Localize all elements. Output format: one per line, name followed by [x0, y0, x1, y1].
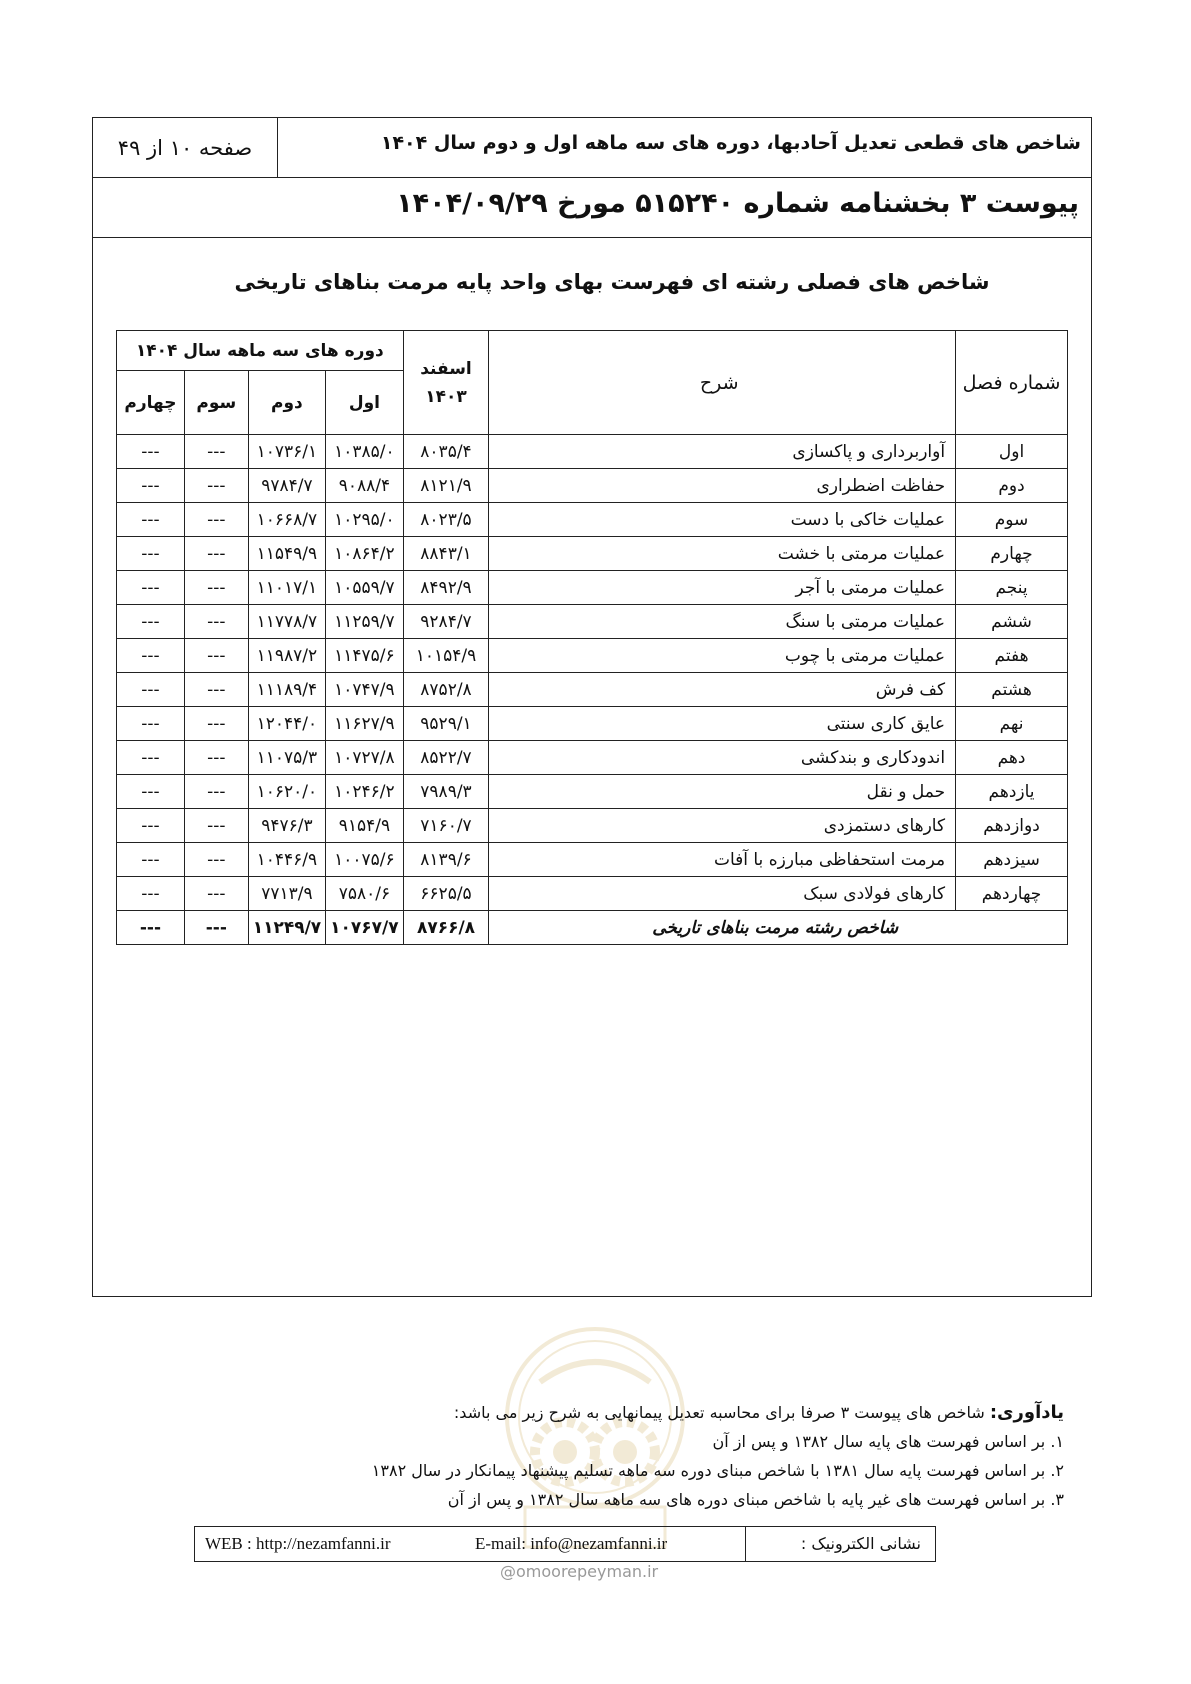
q2-value-cell: ۱۱۷۷۸/۷ — [248, 605, 325, 639]
contact-web[interactable]: WEB : http://nezamfanni.ir — [205, 1534, 391, 1553]
q4-value-cell: --- — [117, 673, 185, 707]
total-q3-cell: --- — [184, 911, 248, 945]
q4-value-cell: --- — [117, 469, 185, 503]
table-row — [117, 707, 1068, 741]
q4-value-cell: --- — [117, 809, 185, 843]
esfand-value-cell: ۸۸۴۳/۱ — [403, 537, 489, 571]
footnotes — [372, 1398, 1064, 1514]
q3-value-cell: --- — [184, 605, 248, 639]
header-q2: دوم — [248, 371, 325, 435]
total-esfand-cell: ۸۷۶۶/۸ — [403, 911, 489, 945]
notes-lead-text: شاخص های پیوست ۳ صرفا برای محاسبه تعدیل پیمانهایی به شرح زیر می باشد: — [453, 1403, 990, 1422]
q3-value-cell: --- — [184, 469, 248, 503]
q4-value-cell: --- — [117, 707, 185, 741]
contact-email[interactable]: E-mail: info@nezamfanni.ir — [475, 1534, 668, 1553]
description-cell: مرمت استحفاظی مبارزه با آفات — [489, 843, 956, 877]
index-table — [116, 330, 1068, 945]
chapter-cell: هفتم — [956, 639, 1068, 673]
q4-value-cell: --- — [117, 639, 185, 673]
header-description: شرح — [489, 331, 956, 435]
esfand-value-cell: ۷۹۸۹/۳ — [403, 775, 489, 809]
esfand-value-cell: ۹۵۲۹/۱ — [403, 707, 489, 741]
esfand-value-cell: ۸۰۳۵/۴ — [403, 435, 489, 469]
q3-value-cell: --- — [184, 673, 248, 707]
esfand-value-cell: ۶۶۲۵/۵ — [403, 877, 489, 911]
q2-value-cell: ۱۱۵۴۹/۹ — [248, 537, 325, 571]
q1-value-cell: ۱۱۲۵۹/۷ — [326, 605, 403, 639]
q4-value-cell: --- — [117, 741, 185, 775]
q1-value-cell: ۹۱۵۴/۹ — [326, 809, 403, 843]
q1-value-cell: ۱۰۷۴۷/۹ — [326, 673, 403, 707]
q4-value-cell: --- — [117, 537, 185, 571]
q3-value-cell: --- — [184, 741, 248, 775]
description-cell: عملیات مرمتی با آجر — [489, 571, 956, 605]
header-chapter-no: شماره فصل — [956, 331, 1068, 435]
table-row — [117, 435, 1068, 469]
description-cell: کف فرش — [489, 673, 956, 707]
table-row — [117, 503, 1068, 537]
q2-value-cell: ۱۰۶۶۸/۷ — [248, 503, 325, 537]
q3-value-cell: --- — [184, 571, 248, 605]
q2-value-cell: ۱۱۰۷۵/۳ — [248, 741, 325, 775]
description-cell: عملیات خاکی با دست — [489, 503, 956, 537]
chapter-cell: ششم — [956, 605, 1068, 639]
q1-value-cell: ۱۰۷۲۷/۸ — [326, 741, 403, 775]
q4-value-cell: --- — [117, 775, 185, 809]
chapter-cell: دوازدهم — [956, 809, 1068, 843]
notes-lead — [372, 1398, 1064, 1427]
q1-value-cell: ۱۱۶۲۷/۹ — [326, 707, 403, 741]
table-row — [117, 639, 1068, 673]
q4-value-cell: --- — [117, 605, 185, 639]
watermark-text: @omoorepeyman.ir — [500, 1562, 659, 1581]
esfand-value-cell: ۸۷۵۲/۸ — [403, 673, 489, 707]
chapter-cell: چهاردهم — [956, 877, 1068, 911]
header-q4: چهارم — [117, 371, 185, 435]
q1-value-cell: ۱۱۴۷۵/۶ — [326, 639, 403, 673]
section-title: شاخص های فصلی رشته ای فهرست بهای واحد پایه مرمت بناهای تاریخی — [234, 270, 990, 294]
q3-value-cell: --- — [184, 435, 248, 469]
header-quarter-group: دوره های سه ماهه سال ۱۴۰۴ — [117, 331, 404, 371]
table-row — [117, 673, 1068, 707]
q1-value-cell: ۷۵۸۰/۶ — [326, 877, 403, 911]
q2-value-cell: ۱۰۴۴۶/۹ — [248, 843, 325, 877]
q2-value-cell: ۱۰۷۳۶/۱ — [248, 435, 325, 469]
q4-value-cell: --- — [117, 435, 185, 469]
description-cell: حفاظت اضطراری — [489, 469, 956, 503]
q3-value-cell: --- — [184, 809, 248, 843]
table-row — [117, 741, 1068, 775]
chapter-cell: چهارم — [956, 537, 1068, 571]
q2-value-cell: ۱۱۹۸۷/۲ — [248, 639, 325, 673]
table-row — [117, 469, 1068, 503]
q1-value-cell: ۹۰۸۸/۴ — [326, 469, 403, 503]
q4-value-cell: --- — [117, 843, 185, 877]
table-row — [117, 877, 1068, 911]
q1-value-cell: ۱۰۲۹۵/۰ — [326, 503, 403, 537]
q3-value-cell: --- — [184, 639, 248, 673]
q1-value-cell: ۱۰۰۷۵/۶ — [326, 843, 403, 877]
header-row — [93, 118, 1091, 178]
note-item: ۲. بر اساس فهرست پایه سال ۱۳۸۱ با شاخص مبنای دوره سه ماهه تسلیم پیشنهاد پیمانکار در سال ۱۳۸۲ — [371, 1461, 1064, 1480]
description-cell: کارهای دستمزدی — [489, 809, 956, 843]
notes-lead-bold: یادآوری: — [989, 1402, 1064, 1423]
chapter-cell: پنجم — [956, 571, 1068, 605]
q3-value-cell: --- — [184, 537, 248, 571]
esfand-value-cell: ۱۰۱۵۴/۹ — [403, 639, 489, 673]
q3-value-cell: --- — [184, 877, 248, 911]
page-number: صفحه ۱۰ از ۴۹ — [93, 118, 278, 178]
esfand-value-cell: ۸۰۲۳/۵ — [403, 503, 489, 537]
esfand-value-cell: ۸۱۲۱/۹ — [403, 469, 489, 503]
q1-value-cell: ۱۰۵۵۹/۷ — [326, 571, 403, 605]
header-esfand-line1: اسفند — [420, 358, 472, 379]
note-item: ۱. بر اساس فهرست های پایه سال ۱۳۸۲ و پس از آن — [712, 1432, 1064, 1451]
document-title: شاخص های قطعی تعدیل آحادبها، دوره های سه ماهه اول و دوم سال ۱۴۰۴ — [380, 132, 1081, 154]
total-q1-cell: ۱۰۷۶۷/۷ — [326, 911, 403, 945]
chapter-cell: هشتم — [956, 673, 1068, 707]
header-esfand-line2: ۱۴۰۳ — [425, 386, 467, 407]
total-q4-cell: --- — [117, 911, 185, 945]
table-total-row — [117, 911, 1068, 945]
document-subtitle: پیوست ۳ بخشنامه شماره ۵۱۵۲۴۰ مورخ ۱۴۰۴/۰۹/۲۹ — [396, 188, 1079, 219]
esfand-value-cell: ۹۲۸۴/۷ — [403, 605, 489, 639]
q3-value-cell: --- — [184, 775, 248, 809]
q2-value-cell: ۱۰۶۲۰/۰ — [248, 775, 325, 809]
description-cell: کارهای فولادی سبک — [489, 877, 956, 911]
q3-value-cell: --- — [184, 707, 248, 741]
q4-value-cell: --- — [117, 877, 185, 911]
table-body — [117, 435, 1068, 945]
header-q1: اول — [326, 371, 403, 435]
q1-value-cell: ۱۰۲۴۶/۲ — [326, 775, 403, 809]
q2-value-cell: ۹۴۷۶/۳ — [248, 809, 325, 843]
chapter-cell: اول — [956, 435, 1068, 469]
table-row — [117, 605, 1068, 639]
q2-value-cell: ۱۱۰۱۷/۱ — [248, 571, 325, 605]
chapter-cell: نهم — [956, 707, 1068, 741]
chapter-cell: یازدهم — [956, 775, 1068, 809]
q2-value-cell: ۱۲۰۴۴/۰ — [248, 707, 325, 741]
q4-value-cell: --- — [117, 503, 185, 537]
chapter-cell: سوم — [956, 503, 1068, 537]
header-esfand — [403, 331, 489, 435]
description-cell: عملیات مرمتی با خشت — [489, 537, 956, 571]
q1-value-cell: ۱۰۳۸۵/۰ — [326, 435, 403, 469]
esfand-value-cell: ۸۵۲۲/۷ — [403, 741, 489, 775]
contact-label: نشانی الکترونیک : — [745, 1527, 935, 1561]
description-cell: حمل و نقل — [489, 775, 956, 809]
description-cell: عملیات مرمتی با چوب — [489, 639, 956, 673]
table-row — [117, 775, 1068, 809]
chapter-cell: دهم — [956, 741, 1068, 775]
q3-value-cell: --- — [184, 503, 248, 537]
q1-value-cell: ۱۰۸۶۴/۲ — [326, 537, 403, 571]
subtitle-row — [93, 178, 1091, 238]
description-cell: عایق کاری سنتی — [489, 707, 956, 741]
esfand-value-cell: ۷۱۶۰/۷ — [403, 809, 489, 843]
q4-value-cell: --- — [117, 571, 185, 605]
table-row — [117, 843, 1068, 877]
q2-value-cell: ۹۷۸۴/۷ — [248, 469, 325, 503]
q2-value-cell: ۱۱۱۸۹/۴ — [248, 673, 325, 707]
total-label-cell: شاخص رشته مرمت بناهای تاریخی — [489, 911, 1068, 945]
contact-box — [194, 1526, 936, 1562]
table-row — [117, 537, 1068, 571]
chapter-cell: سیزدهم — [956, 843, 1068, 877]
table-row — [117, 809, 1068, 843]
description-cell: آواربرداری و پاکسازی — [489, 435, 956, 469]
esfand-value-cell: ۸۴۹۲/۹ — [403, 571, 489, 605]
esfand-value-cell: ۸۱۳۹/۶ — [403, 843, 489, 877]
note-item: ۳. بر اساس فهرست های غیر پایه با شاخص مبنای دوره های سه ماهه سال ۱۳۸۲ و پس از آن — [447, 1490, 1064, 1509]
header-q3: سوم — [184, 371, 248, 435]
table-row — [117, 571, 1068, 605]
q3-value-cell: --- — [184, 843, 248, 877]
description-cell: عملیات مرمتی با سنگ — [489, 605, 956, 639]
q2-value-cell: ۷۷۱۳/۹ — [248, 877, 325, 911]
total-q2-cell: ۱۱۲۴۹/۷ — [248, 911, 325, 945]
description-cell: اندودکاری و بندکشی — [489, 741, 956, 775]
chapter-cell: دوم — [956, 469, 1068, 503]
